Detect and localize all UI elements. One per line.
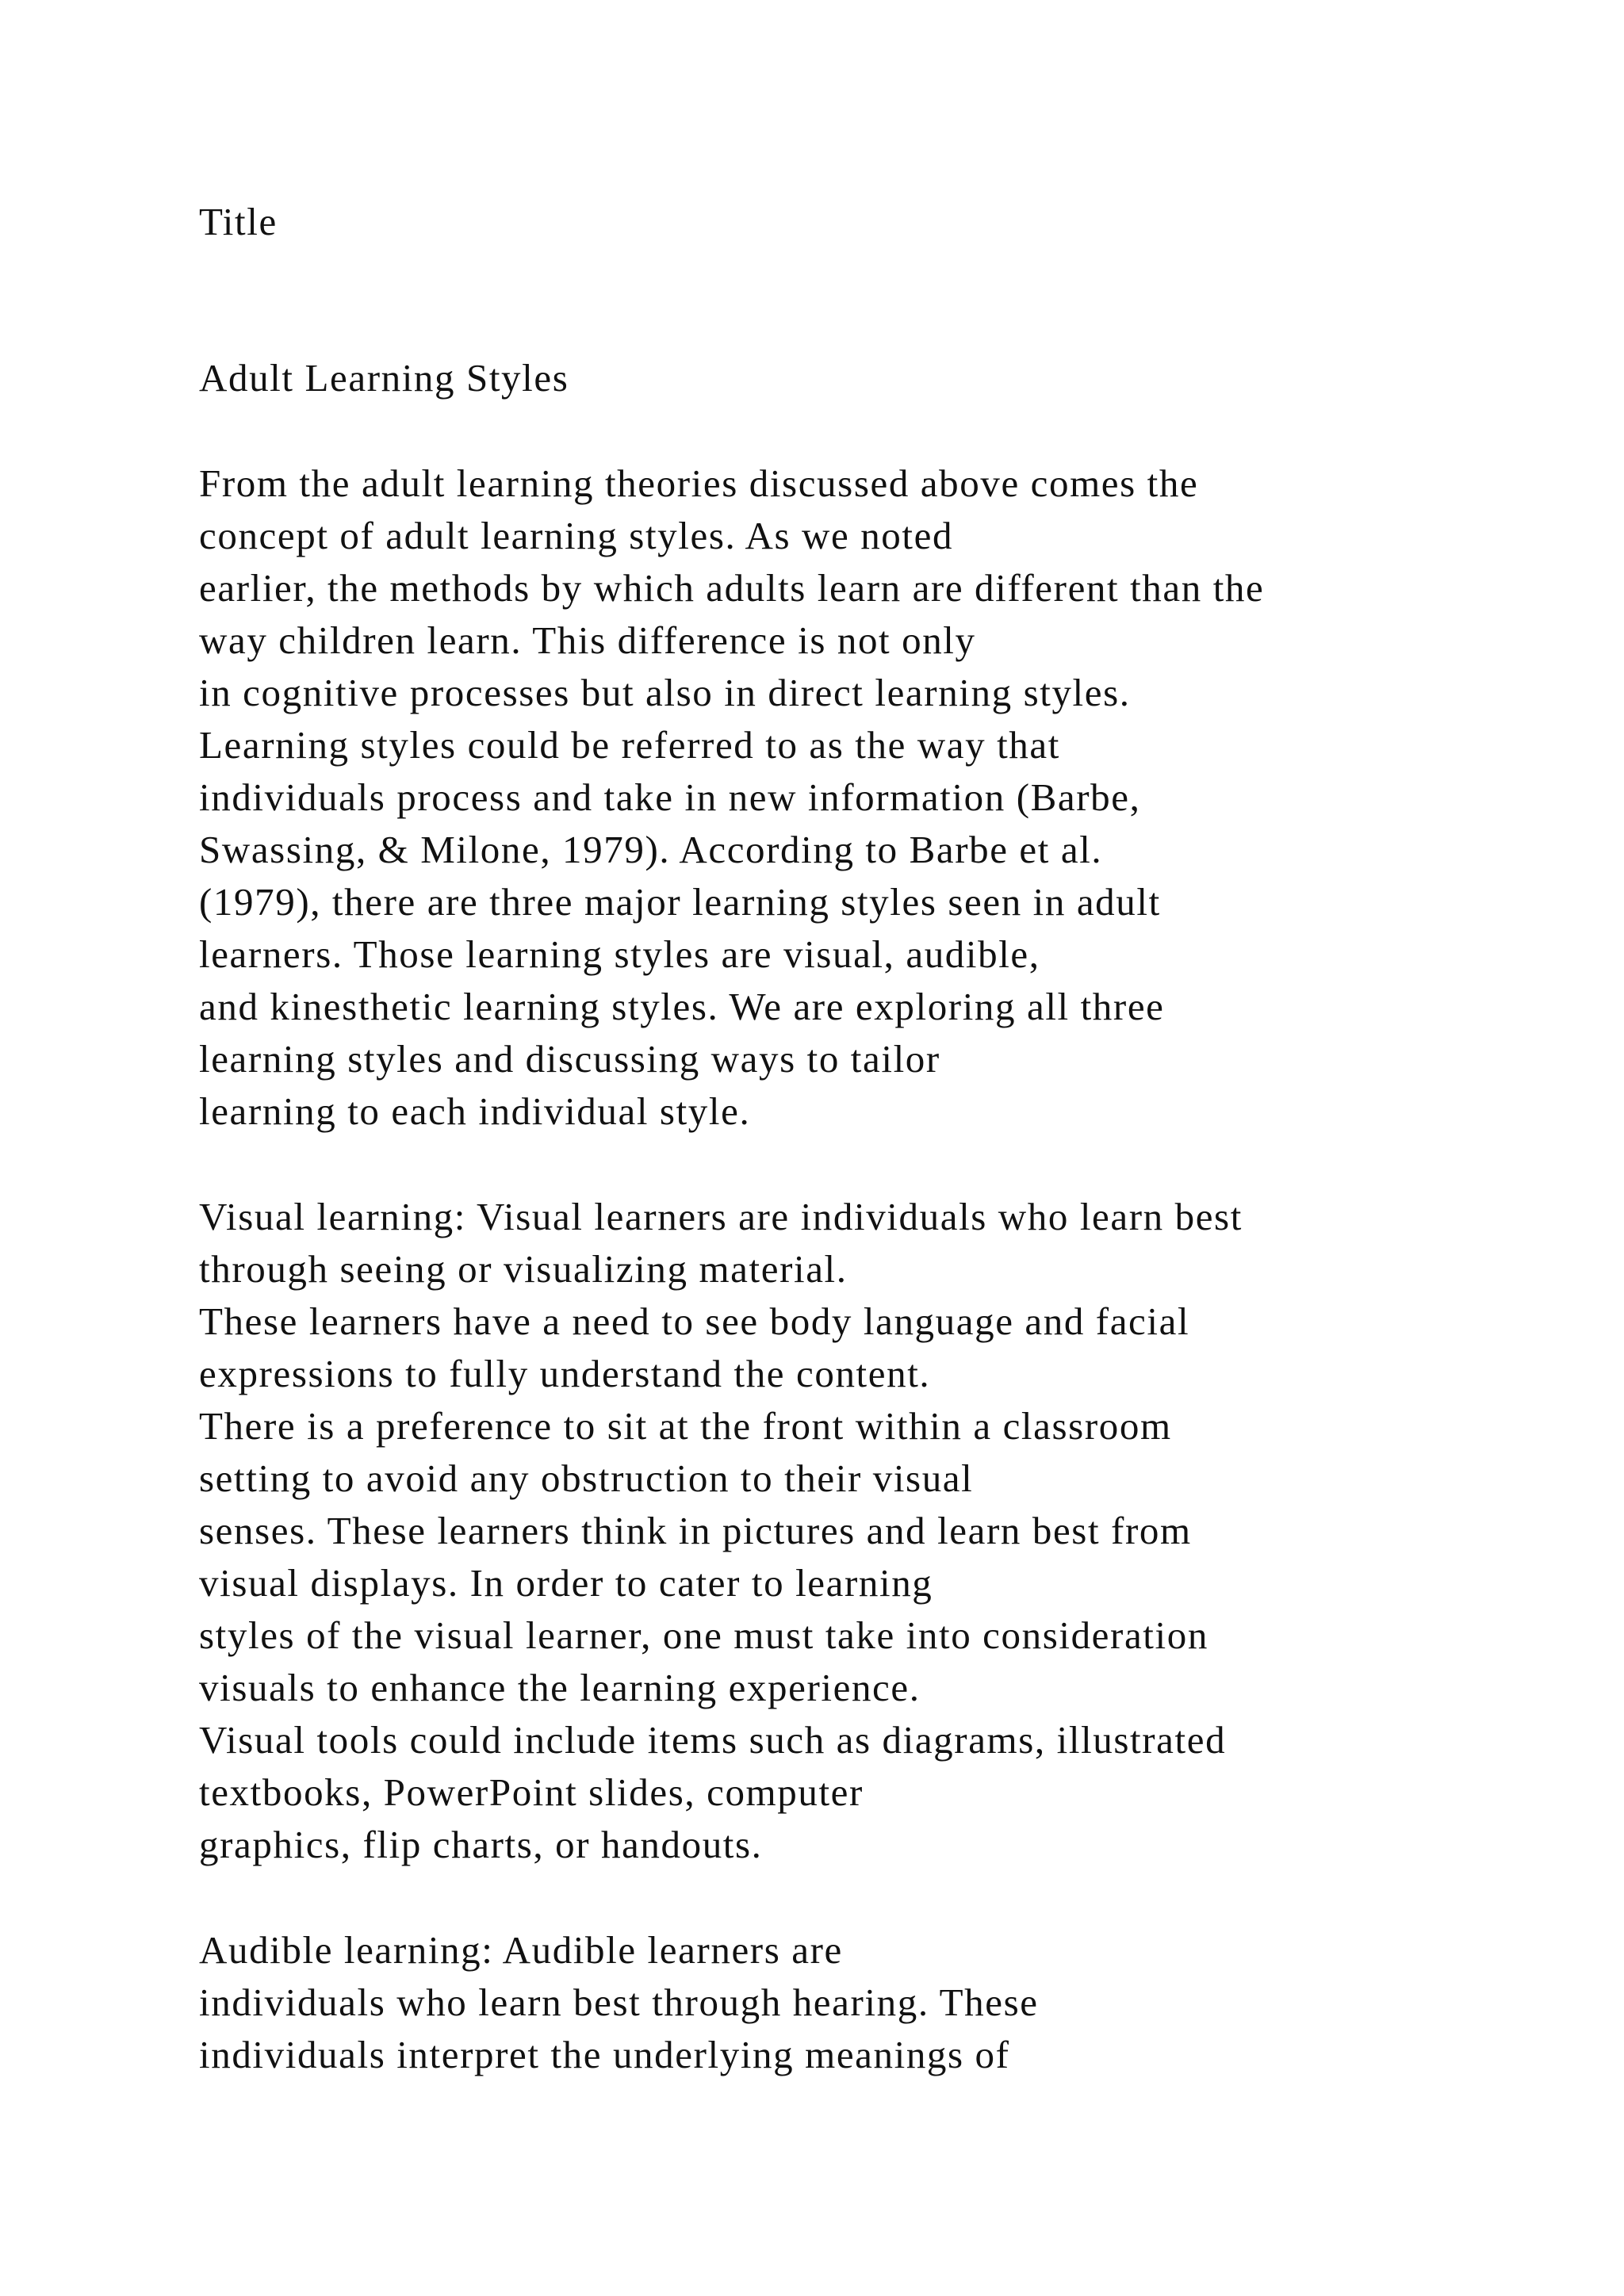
paragraph-line: learners. Those learning styles are visual, audible, bbox=[199, 932, 1040, 976]
paragraph-line: Visual learning: Visual learners are individuals who learn best bbox=[199, 1195, 1243, 1238]
paragraph-line: individuals process and take in new information (Barbe, bbox=[199, 775, 1141, 819]
paragraph-line: setting to avoid any obstruction to their visual bbox=[199, 1456, 974, 1500]
paragraph-line: Visual tools could include items such as diagrams, illustrated bbox=[199, 1718, 1227, 1762]
section-heading: Adult Learning Styles bbox=[199, 356, 569, 400]
paragraph-line: senses. These learners think in pictures and learn best from bbox=[199, 1509, 1192, 1552]
paragraph-line: concept of adult learning styles. As we noted bbox=[199, 514, 954, 557]
paragraph-line: visuals to enhance the learning experience. bbox=[199, 1666, 921, 1709]
paragraph-line: styles of the visual learner, one must take into consideration bbox=[199, 1613, 1208, 1657]
paragraph-line: through seeing or visualizing material. bbox=[199, 1247, 848, 1291]
paragraph-line: learning styles and discussing ways to tailor bbox=[199, 1037, 940, 1081]
paragraph-line: in cognitive processes but also in direct learning styles. bbox=[199, 671, 1131, 714]
paragraph-line: There is a preference to sit at the front within a classroom bbox=[199, 1404, 1172, 1448]
paragraph-line: Audible learning: Audible learners are bbox=[199, 1928, 843, 1972]
paragraph-line: visual displays. In order to cater to learning bbox=[199, 1561, 933, 1605]
paragraph-line: way children learn. This difference is not only bbox=[199, 618, 976, 662]
paragraph-line: earlier, the methods by which adults learn are different than the bbox=[199, 566, 1265, 610]
paragraph-line: individuals who learn best through hearing. These bbox=[199, 1980, 1039, 2024]
paragraph-line: From the adult learning theories discussed above comes the bbox=[199, 461, 1199, 505]
paragraph-line: textbooks, PowerPoint slides, computer bbox=[199, 1770, 864, 1814]
paragraph-line: individuals interpret the underlying meanings of bbox=[199, 2033, 1010, 2076]
paragraph-line: and kinesthetic learning styles. We are exploring all three bbox=[199, 985, 1165, 1028]
paragraph-line: graphics, flip charts, or handouts. bbox=[199, 1823, 763, 1866]
paragraph-line: Swassing, & Milone, 1979). According to Barbe et al. bbox=[199, 828, 1103, 871]
paragraph-line: learning to each individual style. bbox=[199, 1089, 751, 1133]
paragraph-line: (1979), there are three major learning styles seen in adult bbox=[199, 880, 1161, 924]
paragraph-line: These learners have a need to see body language and facial bbox=[199, 1299, 1190, 1343]
document-title: Title bbox=[199, 200, 278, 243]
paragraph-line: expressions to fully understand the content. bbox=[199, 1352, 931, 1395]
paragraph-line: Learning styles could be referred to as the way that bbox=[199, 723, 1060, 767]
